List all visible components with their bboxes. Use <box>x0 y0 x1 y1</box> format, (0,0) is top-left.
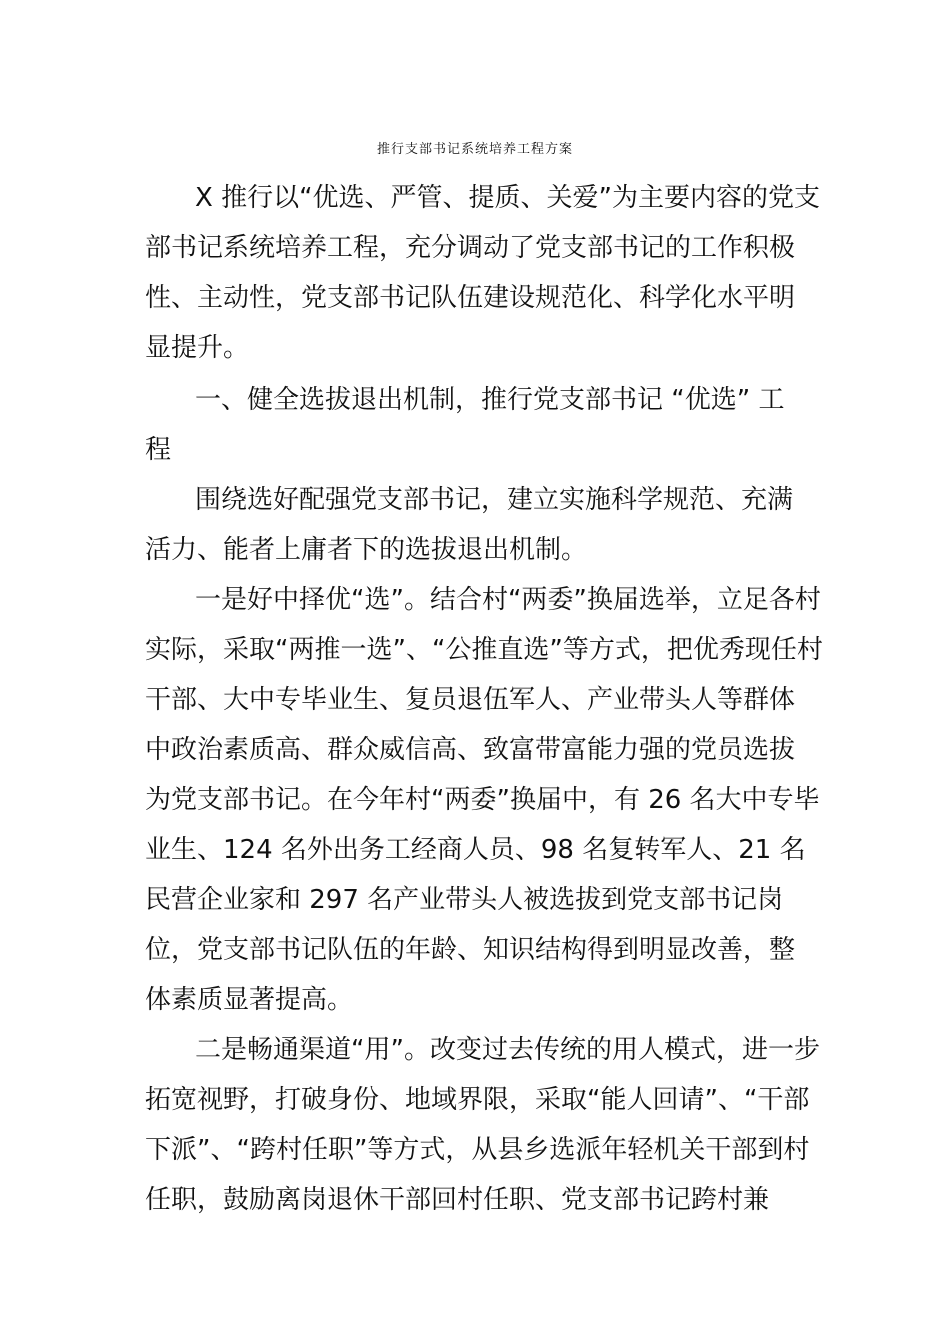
paragraph-line: 拓宽视野，打破身份、地域界限，采取“能人回请”、“干部 <box>145 1085 810 1115</box>
paragraph-line: 中政治素质高、群众威信高、致富带富能力强的党员选拔 <box>145 735 796 765</box>
paragraph-line: 干部、大中专毕业生、复员退伍军人、产业带头人等群体 <box>145 685 796 715</box>
paragraph-line: 实际，采取“两推一选”、“公推直选”等方式，把优秀现任村 <box>145 635 823 665</box>
paragraph-line: 民营企业家和 297 名产业带头人被选拔到党支部书记岗 <box>145 885 784 915</box>
paragraph-line: 体素质显著提高。 <box>145 985 354 1015</box>
paragraph-line: 下派”、“跨村任职”等方式，从县乡选派年轻机关干部到村 <box>145 1135 810 1165</box>
paragraph-line: 活力、能者上庸者下的选拔退出机制。 <box>145 535 588 565</box>
paragraph-line: 围绕选好配强党支部书记，建立实施科学规范、充满 <box>195 485 794 515</box>
paragraph-line: 部书记系统培养工程，充分调动了党支部书记的工作积极 <box>145 233 796 263</box>
document-title: 推行支部书记系统培养工程方案 <box>376 142 573 157</box>
paragraph-line: 性、主动性，党支部书记队伍建设规范化、科学化水平明 <box>145 283 796 313</box>
section-heading-line: 程 <box>145 435 172 465</box>
paragraph-line: 为党支部书记。在今年村“两委”换届中，有 26 名大中专毕 <box>145 785 820 815</box>
paragraph-line: 一是好中择优“选”。结合村“两委”换届选举，立足各村 <box>195 585 821 615</box>
paragraph-line: 任职，鼓励离岗退休干部回村任职、党支部书记跨村兼 <box>145 1185 770 1215</box>
paragraph-line: 业生、124 名外出务工经商人员、98 名复转军人、21 名 <box>145 835 806 865</box>
paragraph-line: 二是畅通渠道“用”。改变过去传统的用人模式，进一步 <box>195 1035 820 1065</box>
paragraph-line: X 推行以“优选、严管、提质、关爱”为主要内容的党支 <box>195 183 821 213</box>
paragraph-line: 位，党支部书记队伍的年龄、知识结构得到明显改善，整 <box>145 935 796 965</box>
paragraph-line: 显提升。 <box>145 333 250 363</box>
section-heading-line: 一、健全选拔退出机制，推行党支部书记 “优选” 工 <box>195 385 785 415</box>
